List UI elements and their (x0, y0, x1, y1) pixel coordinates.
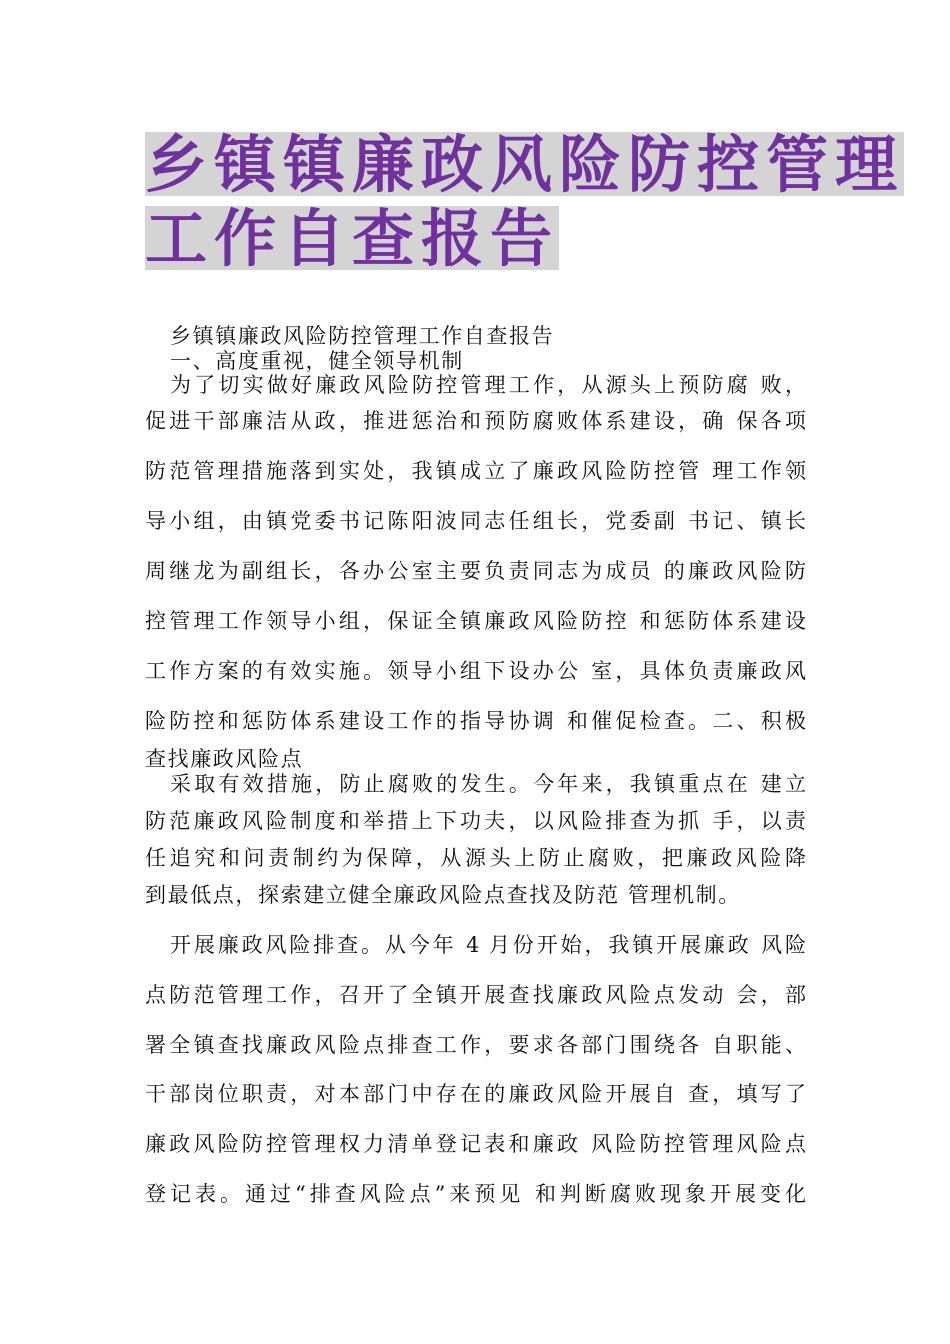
body-text-line: 署全镇查找廉政风险点排查工作，要求各部门围绕各 自职能、 (145, 1033, 806, 1057)
body-text-line: 险防控和惩防体系建设工作的指导协调 和催促检查。二、积极 (145, 709, 806, 733)
title-line-1: 乡镇镇廉政风险防控管理 (145, 128, 905, 201)
body-text-line: 开展廉政风险排查。从今年 4 月份开始，我镇开展廉政 风险 (170, 933, 806, 957)
body-text-line: 工作方案的有效实施。领导小组下设办公 室，具体负责廉政风 (145, 659, 806, 683)
body-text-line: 到最低点，探索建立健全廉政风险点查找及防范 管理机制。 (145, 883, 741, 907)
body-text-line: 周继龙为副组长，各办公室主要负责同志为成员 的廉政风险防 (145, 559, 806, 583)
body-text-line: 控管理工作领导小组，保证全镇廉政风险防控 和惩防体系建设 (145, 609, 806, 633)
body-text-line: 廉政风险防控管理权力清单登记表和廉政 风险防控管理风险点 (145, 1132, 806, 1156)
body-text-line: 点防范管理工作，召开了全镇开展查找廉政风险点发动 会，部 (145, 983, 806, 1007)
body-text-line: 一、高度重视，健全领导机制 (170, 349, 464, 373)
body-text-line: 防范管理措施落到实处，我镇成立了廉政风险防控管 理工作领 (145, 459, 806, 483)
body-text-line: 登记表。通过“排查风险点”来预见 和判断腐败现象开展变化 (145, 1182, 806, 1206)
body-text-line: 采取有效措施，防止腐败的发生。今年来，我镇重点在 建立 (170, 772, 806, 796)
body-text-line: 为了切实做好廉政风险防控管理工作，从源头上预防腐 败， (170, 373, 806, 397)
body-text-line: 乡镇镇廉政风险防控管理工作自查报告 (170, 324, 555, 348)
body-text-line: 查找廉政风险点 (145, 747, 304, 771)
body-text-line: 干部岗位职责，对本部门中存在的廉政风险开展自 查，填写了 (145, 1082, 806, 1106)
body-text-line: 防范廉政风险制度和举措上下功夫，以风险排查为抓 手，以责 (145, 809, 806, 833)
body-text-line: 导小组，由镇党委书记陈阳波同志任组长，党委副 书记、镇长 (145, 509, 806, 533)
body-text-line: 任追究和问责制约为保障，从源头上防止腐败，把廉政风险降 (145, 846, 806, 870)
body-text-line: 促进干部廉洁从政，推进惩治和预防腐败体系建设，确 保各项 (145, 409, 806, 433)
title-line-2: 工作自查报告 (145, 202, 560, 275)
